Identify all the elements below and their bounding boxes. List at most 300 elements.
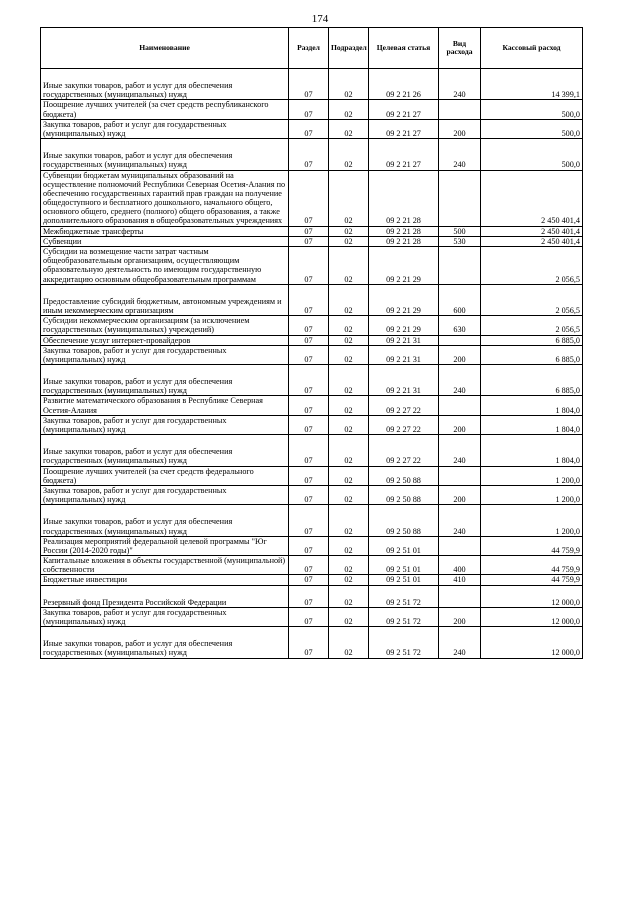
row-name-text: Субсидии на возмещение части затрат частным общеобразовательным организациям, осуществляющим образовательную деятельность по имеющим государственную аккредитацию основным общеобразовательным программам xyxy=(43,247,262,284)
table-row xyxy=(41,316,583,335)
row-expense-type xyxy=(439,69,481,100)
row-section-text: 07 xyxy=(304,128,313,138)
row-target-item xyxy=(369,345,439,364)
budget-table xyxy=(40,27,583,659)
row-subsection-text: 02 xyxy=(344,226,353,236)
row-target-item-text: 09 2 27 22 xyxy=(386,405,421,415)
row-section-text: 07 xyxy=(304,575,313,585)
table-row xyxy=(41,485,583,504)
row-name xyxy=(41,627,289,658)
row-name-text: Иные закупки товаров, работ и услуг для обеспечения государственных (муниципальных) нужд xyxy=(43,447,233,466)
row-subsection xyxy=(329,139,369,170)
row-expense-type xyxy=(439,627,481,658)
row-cash-expense xyxy=(481,585,583,607)
row-name xyxy=(41,396,289,415)
row-subsection xyxy=(329,607,369,626)
row-expense-type xyxy=(439,415,481,434)
row-target-item xyxy=(369,627,439,658)
row-target-item xyxy=(369,585,439,607)
row-target-item xyxy=(369,556,439,575)
table-row xyxy=(41,415,583,434)
row-subsection-text: 02 xyxy=(344,475,353,485)
row-cash-expense xyxy=(481,627,583,658)
row-section xyxy=(289,226,329,236)
row-subsection-text: 02 xyxy=(344,575,353,585)
row-subsection xyxy=(329,396,369,415)
row-target-item xyxy=(369,505,439,536)
row-target-item-text: 09 2 21 29 xyxy=(386,305,421,315)
row-subsection-text: 02 xyxy=(344,545,353,555)
row-target-item xyxy=(369,575,439,585)
table-body xyxy=(41,69,583,659)
row-cash-expense xyxy=(481,365,583,396)
row-section-text: 07 xyxy=(304,425,313,434)
row-target-item-text: 09 2 21 31 xyxy=(386,335,421,345)
row-name xyxy=(41,536,289,555)
row-section xyxy=(289,69,329,100)
row-target-item xyxy=(369,335,439,345)
row-subsection-text: 02 xyxy=(344,597,353,607)
row-target-item xyxy=(369,139,439,170)
row-name xyxy=(41,556,289,575)
row-cash-expense xyxy=(481,170,583,226)
row-name-text: Капитальные вложения в объекты государственной (муниципальной) собственности xyxy=(43,556,286,575)
row-subsection-text: 02 xyxy=(344,565,353,575)
row-cash-expense-text: 2 450 401,4 xyxy=(541,226,580,236)
row-cash-expense xyxy=(481,505,583,536)
row-subsection-text: 02 xyxy=(344,526,353,536)
row-section xyxy=(289,100,329,119)
row-cash-expense-text: 2 450 401,4 xyxy=(541,236,580,246)
row-target-item xyxy=(369,316,439,335)
row-cash-expense-text: 1 804,0 xyxy=(555,456,580,466)
row-cash-expense xyxy=(481,226,583,236)
row-cash-expense-text: 14 399,1 xyxy=(551,90,580,100)
table-row xyxy=(41,119,583,138)
row-target-item xyxy=(369,119,439,138)
row-section-text: 07 xyxy=(304,495,313,505)
row-section xyxy=(289,284,329,315)
row-section-text: 07 xyxy=(304,386,313,396)
row-expense-type xyxy=(439,556,481,575)
row-name-text: Субвенции бюджетам муниципальных образований на осуществление полномочий Республики Северная Осетия-Алания по обеспечению государственных гарантий прав граждан на получение общедоступного и бесплатного дошкольного, начального общего, основного общего, среднего (полного) общего образования, а также дополнительного образования в общеобразовательных учреждениях xyxy=(43,170,286,226)
row-section xyxy=(289,466,329,485)
row-subsection xyxy=(329,335,369,345)
row-expense-type xyxy=(439,226,481,236)
row-section xyxy=(289,607,329,626)
row-expense-type xyxy=(439,247,481,285)
row-expense-type-text: 200 xyxy=(453,354,466,364)
row-section-text: 07 xyxy=(304,545,313,555)
row-target-item xyxy=(369,226,439,236)
row-subsection xyxy=(329,556,369,575)
row-name xyxy=(41,247,289,285)
row-section-text: 07 xyxy=(304,236,313,246)
row-section xyxy=(289,335,329,345)
row-section-text: 07 xyxy=(304,617,313,626)
row-expense-type-text: 200 xyxy=(453,617,466,626)
row-cash-expense-text: 1 200,0 xyxy=(555,495,580,505)
row-subsection-text: 02 xyxy=(344,274,353,284)
table-row xyxy=(41,466,583,485)
row-name-text: Закупка товаров, работ и услуг для государственных (муниципальных) нужд xyxy=(43,607,227,626)
row-subsection-text: 02 xyxy=(344,425,353,434)
row-subsection-text: 02 xyxy=(344,335,353,345)
row-expense-type-text: 240 xyxy=(453,526,466,536)
row-name xyxy=(41,505,289,536)
row-name-text: Обеспечение услуг интернет-провайдеров xyxy=(43,335,191,345)
row-expense-type xyxy=(439,316,481,335)
row-subsection-text: 02 xyxy=(344,160,353,170)
row-target-item xyxy=(369,415,439,434)
row-cash-expense xyxy=(481,139,583,170)
row-cash-expense xyxy=(481,415,583,434)
row-section-text: 07 xyxy=(304,405,313,415)
row-cash-expense-text: 1 804,0 xyxy=(555,425,580,434)
row-cash-expense xyxy=(481,556,583,575)
row-section-text: 07 xyxy=(304,565,313,575)
row-name xyxy=(41,585,289,607)
row-name-text: Закупка товаров, работ и услуг для государственных (муниципальных) нужд xyxy=(43,119,227,138)
row-name-text: Иные закупки товаров, работ и услуг для обеспечения государственных (муниципальных) нужд xyxy=(43,81,233,100)
table-row xyxy=(41,607,583,626)
row-subsection-text: 02 xyxy=(344,216,353,226)
row-expense-type-text: 400 xyxy=(453,565,466,575)
table-row xyxy=(41,536,583,555)
row-target-item-text: 09 2 21 26 xyxy=(386,90,421,100)
row-cash-expense-text: 12 000,0 xyxy=(551,617,580,626)
row-cash-expense xyxy=(481,435,583,466)
row-subsection-text: 02 xyxy=(344,617,353,626)
row-name-text: Реализация мероприятий федеральной целевой программы "Юг России (2014-2020 годы)" xyxy=(43,536,267,555)
row-subsection xyxy=(329,627,369,658)
row-subsection xyxy=(329,365,369,396)
row-target-item xyxy=(369,284,439,315)
row-cash-expense xyxy=(481,119,583,138)
row-name-text: Иные закупки товаров, работ и услуг для обеспечения государственных (муниципальных) нужд xyxy=(43,151,233,170)
row-subsection-text: 02 xyxy=(344,648,353,658)
row-name-text: Бюджетные инвестиции xyxy=(43,575,128,585)
row-target-item-text: 09 2 21 28 xyxy=(386,226,421,236)
row-expense-type xyxy=(439,505,481,536)
row-target-item-text: 09 2 27 22 xyxy=(386,456,421,466)
row-cash-expense-text: 2 450 401,4 xyxy=(541,216,580,226)
table-row xyxy=(41,247,583,285)
row-target-item xyxy=(369,536,439,555)
row-section xyxy=(289,316,329,335)
row-name xyxy=(41,170,289,226)
row-target-item-text: 09 2 21 27 xyxy=(386,128,421,138)
row-target-item-text: 09 2 21 29 xyxy=(386,325,421,335)
row-cash-expense-text: 44 759,9 xyxy=(551,575,580,585)
table-row xyxy=(41,396,583,415)
row-section xyxy=(289,556,329,575)
row-cash-expense xyxy=(481,575,583,585)
row-target-item-text: 09 2 51 01 xyxy=(386,575,421,585)
row-name-text: Закупка товаров, работ и услуг для государственных (муниципальных) нужд xyxy=(43,345,227,364)
row-section xyxy=(289,505,329,536)
row-section-text: 07 xyxy=(304,274,313,284)
row-subsection xyxy=(329,226,369,236)
row-section-text: 07 xyxy=(304,325,313,335)
row-target-item xyxy=(369,485,439,504)
row-cash-expense-text: 500,0 xyxy=(561,109,580,119)
table-row xyxy=(41,505,583,536)
row-target-item-text: 09 2 50 88 xyxy=(386,475,421,485)
table-row xyxy=(41,627,583,658)
row-expense-type xyxy=(439,466,481,485)
row-section-text: 07 xyxy=(304,160,313,170)
row-expense-type xyxy=(439,236,481,246)
row-subsection xyxy=(329,575,369,585)
row-expense-type-text: 530 xyxy=(453,236,466,246)
row-cash-expense xyxy=(481,536,583,555)
row-name xyxy=(41,236,289,246)
row-subsection-text: 02 xyxy=(344,128,353,138)
row-target-item-text: 09 2 51 01 xyxy=(386,545,421,555)
row-subsection xyxy=(329,316,369,335)
row-section-text: 07 xyxy=(304,90,313,100)
row-cash-expense-text: 44 759,9 xyxy=(551,565,580,575)
row-target-item xyxy=(369,435,439,466)
row-target-item-text: 09 2 21 29 xyxy=(386,274,421,284)
row-expense-type xyxy=(439,345,481,364)
row-name xyxy=(41,485,289,504)
row-name-text: Иные закупки товаров, работ и услуг для обеспечения государственных (муниципальных) нужд xyxy=(43,377,233,396)
row-target-item xyxy=(369,236,439,246)
row-name xyxy=(41,335,289,345)
row-name xyxy=(41,466,289,485)
row-cash-expense-text: 6 885,0 xyxy=(555,335,580,345)
row-section-text: 07 xyxy=(304,109,313,119)
row-expense-type-text: 630 xyxy=(453,325,466,335)
row-section xyxy=(289,575,329,585)
row-cash-expense-text: 1 804,0 xyxy=(555,405,580,415)
row-target-item-text: 09 2 51 01 xyxy=(386,565,421,575)
header-subsection: Подраздел xyxy=(329,28,369,69)
table-row xyxy=(41,226,583,236)
row-expense-type xyxy=(439,585,481,607)
table-row xyxy=(41,435,583,466)
row-cash-expense xyxy=(481,236,583,246)
row-target-item xyxy=(369,100,439,119)
row-cash-expense-text: 6 885,0 xyxy=(555,386,580,396)
row-subsection xyxy=(329,119,369,138)
row-cash-expense-text: 2 056,5 xyxy=(555,274,580,284)
table-row xyxy=(41,69,583,100)
row-expense-type-text: 200 xyxy=(453,128,466,138)
row-name xyxy=(41,435,289,466)
row-cash-expense-text: 6 885,0 xyxy=(555,354,580,364)
row-section xyxy=(289,170,329,226)
row-section xyxy=(289,485,329,504)
row-expense-type-text: 600 xyxy=(453,305,466,315)
header-expense-type: Вид расхода xyxy=(439,28,481,69)
row-expense-type-text: 200 xyxy=(453,425,466,434)
table-row xyxy=(41,556,583,575)
row-section-text: 07 xyxy=(304,526,313,536)
row-section xyxy=(289,345,329,364)
row-cash-expense-text: 500,0 xyxy=(561,128,580,138)
row-target-item-text: 09 2 27 22 xyxy=(386,425,421,434)
row-name xyxy=(41,415,289,434)
row-name xyxy=(41,100,289,119)
row-name-text: Резервный фонд Президента Российской Федерации xyxy=(43,597,227,607)
row-subsection-text: 02 xyxy=(344,325,353,335)
row-name-text: Субсидии некоммерческим организациям (за исключением государственных (муниципальных) учреждений) xyxy=(43,316,250,335)
row-target-item-text: 09 2 51 72 xyxy=(386,617,421,626)
row-expense-type xyxy=(439,396,481,415)
row-section-text: 07 xyxy=(304,456,313,466)
row-name xyxy=(41,119,289,138)
row-target-item xyxy=(369,365,439,396)
row-section-text: 07 xyxy=(304,648,313,658)
row-cash-expense-text: 44 759,9 xyxy=(551,545,580,555)
table-row xyxy=(41,139,583,170)
table-row xyxy=(41,575,583,585)
row-expense-type-text: 240 xyxy=(453,456,466,466)
row-cash-expense xyxy=(481,335,583,345)
row-subsection-text: 02 xyxy=(344,456,353,466)
row-target-item xyxy=(369,396,439,415)
row-cash-expense xyxy=(481,485,583,504)
row-subsection-text: 02 xyxy=(344,354,353,364)
row-name xyxy=(41,284,289,315)
row-expense-type-text: 240 xyxy=(453,386,466,396)
row-expense-type xyxy=(439,607,481,626)
row-name-text: Иные закупки товаров, работ и услуг для обеспечения государственных (муниципальных) нужд xyxy=(43,639,233,658)
row-cash-expense-text: 12 000,0 xyxy=(551,648,580,658)
row-expense-type-text: 410 xyxy=(453,575,466,585)
row-name-text: Субвенции xyxy=(43,236,82,246)
row-subsection-text: 02 xyxy=(344,386,353,396)
row-target-item xyxy=(369,247,439,285)
row-target-item-text: 09 2 50 88 xyxy=(386,495,421,505)
row-name xyxy=(41,365,289,396)
row-section-text: 07 xyxy=(304,335,313,345)
header-section: Раздел xyxy=(289,28,329,69)
row-target-item-text: 09 2 21 28 xyxy=(386,236,421,246)
row-section xyxy=(289,536,329,555)
row-cash-expense xyxy=(481,345,583,364)
row-subsection xyxy=(329,100,369,119)
row-name xyxy=(41,139,289,170)
header-target-item: Целевая статья xyxy=(369,28,439,69)
row-name xyxy=(41,69,289,100)
row-name-text: Иные закупки товаров, работ и услуг для обеспечения государственных (муниципальных) нужд xyxy=(43,517,233,536)
row-section xyxy=(289,627,329,658)
row-name-text: Поощрение лучших учителей (за счет средств республиканского бюджета) xyxy=(43,100,269,119)
row-expense-type xyxy=(439,575,481,585)
table-header-row xyxy=(41,28,583,69)
row-target-item-text: 09 2 21 27 xyxy=(386,160,421,170)
table-row xyxy=(41,585,583,607)
row-name xyxy=(41,575,289,585)
row-name xyxy=(41,226,289,236)
row-cash-expense xyxy=(481,100,583,119)
row-section xyxy=(289,585,329,607)
row-expense-type xyxy=(439,536,481,555)
row-expense-type-text: 500 xyxy=(453,226,466,236)
row-section-text: 07 xyxy=(304,597,313,607)
page-number: 174 xyxy=(311,13,329,25)
row-cash-expense-text: 2 056,5 xyxy=(555,325,580,335)
row-target-item xyxy=(369,170,439,226)
row-name-text: Межбюджетные трансферты xyxy=(43,226,144,236)
row-target-item-text: 09 2 51 72 xyxy=(386,648,421,658)
row-target-item-text: 09 2 21 31 xyxy=(386,386,421,396)
row-target-item-text: 09 2 21 31 xyxy=(386,354,421,364)
row-section xyxy=(289,119,329,138)
row-subsection xyxy=(329,284,369,315)
row-name xyxy=(41,345,289,364)
row-cash-expense xyxy=(481,316,583,335)
row-expense-type xyxy=(439,284,481,315)
row-cash-expense xyxy=(481,69,583,100)
row-cash-expense xyxy=(481,247,583,285)
row-name xyxy=(41,607,289,626)
row-name-text: Предоставление субсидий бюджетным, автономным учреждениям и иным некоммерческим организациям xyxy=(43,296,282,315)
row-expense-type xyxy=(439,365,481,396)
row-subsection xyxy=(329,345,369,364)
row-subsection xyxy=(329,69,369,100)
row-section-text: 07 xyxy=(304,354,313,364)
row-expense-type-text: 240 xyxy=(453,160,466,170)
row-name-text: Закупка товаров, работ и услуг для государственных (муниципальных) нужд xyxy=(43,485,227,505)
row-cash-expense xyxy=(481,396,583,415)
row-expense-type-text: 240 xyxy=(453,648,466,658)
table-row xyxy=(41,170,583,226)
row-target-item-text: 09 2 21 27 xyxy=(386,109,421,119)
row-expense-type xyxy=(439,170,481,226)
row-subsection-text: 02 xyxy=(344,495,353,505)
row-target-item-text: 09 2 21 28 xyxy=(386,216,421,226)
row-target-item xyxy=(369,466,439,485)
row-section xyxy=(289,247,329,285)
row-expense-type xyxy=(439,119,481,138)
row-name xyxy=(41,316,289,335)
row-expense-type xyxy=(439,139,481,170)
row-subsection xyxy=(329,505,369,536)
row-subsection-text: 02 xyxy=(344,90,353,100)
row-target-item xyxy=(369,607,439,626)
row-cash-expense-text: 12 000,0 xyxy=(551,597,580,607)
row-expense-type xyxy=(439,435,481,466)
row-section xyxy=(289,236,329,246)
row-section-text: 07 xyxy=(304,216,313,226)
header-cash-expense: Кассовый расход xyxy=(481,28,583,69)
row-subsection xyxy=(329,170,369,226)
row-section xyxy=(289,435,329,466)
row-cash-expense xyxy=(481,466,583,485)
row-subsection xyxy=(329,435,369,466)
row-cash-expense-text: 1 200,0 xyxy=(555,475,580,485)
row-subsection xyxy=(329,585,369,607)
row-expense-type xyxy=(439,485,481,504)
row-section xyxy=(289,415,329,434)
row-expense-type-text: 200 xyxy=(453,495,466,505)
row-section-text: 07 xyxy=(304,475,313,485)
table-row xyxy=(41,335,583,345)
row-expense-type xyxy=(439,100,481,119)
row-target-item-text: 09 2 51 72 xyxy=(386,597,421,607)
row-section xyxy=(289,365,329,396)
row-subsection-text: 02 xyxy=(344,109,353,119)
table-row xyxy=(41,365,583,396)
row-cash-expense-text: 1 200,0 xyxy=(555,526,580,536)
row-section xyxy=(289,139,329,170)
row-expense-type-text: 240 xyxy=(453,90,466,100)
